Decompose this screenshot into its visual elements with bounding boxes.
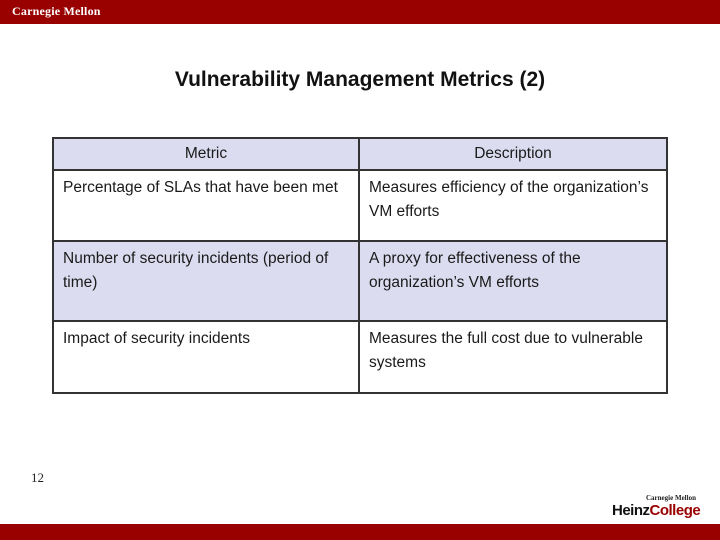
table-row (53, 321, 667, 393)
slide-title: Vulnerability Management Metrics (2) (174, 68, 546, 91)
heinz-logo-word-heinz: Heinz (612, 502, 650, 519)
column-header-metric: Metric (53, 138, 359, 170)
description-cell: Measures the full cost due to vulnerable systems (359, 321, 667, 393)
metric-cell: Percentage of SLAs that have been met (53, 170, 359, 241)
column-header-description: Description (359, 138, 667, 170)
table-header-row (53, 138, 667, 170)
metric-cell: Number of security incidents (period of time) (53, 241, 359, 321)
carnegie-mellon-logo: Carnegie Mellon (12, 4, 101, 18)
page-number: 12 (31, 470, 44, 485)
header-bar (0, 0, 720, 24)
description-cell: A proxy for effectiveness of the organization’s VM efforts (359, 241, 667, 321)
description-cell: Measures efficiency of the organization’s VM efforts (359, 170, 667, 241)
heinz-logo-wordmark (612, 502, 700, 519)
metric-cell: Impact of security incidents (53, 321, 359, 393)
table-row (53, 170, 667, 241)
metrics-table (52, 137, 668, 394)
footer-bar (0, 524, 720, 540)
heinz-college-logo (612, 494, 708, 520)
heinz-logo-cmu-text: Carnegie Mellon (646, 494, 696, 502)
table-row (53, 241, 667, 321)
heinz-logo-word-college: College (649, 502, 701, 519)
